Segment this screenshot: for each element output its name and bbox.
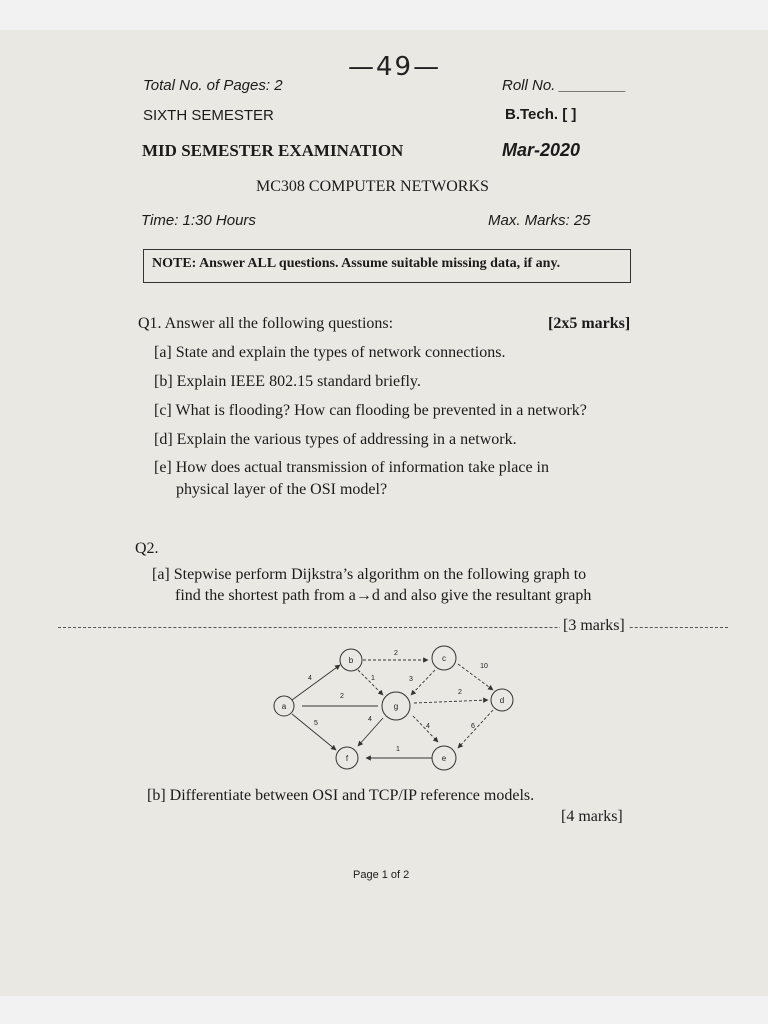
edge-a-b: [292, 665, 340, 700]
q1-part-e-cont: physical layer of the OSI model?: [176, 481, 388, 498]
weight-a-b: 4: [308, 675, 312, 682]
q2-b-marks: [4 marks]: [561, 808, 623, 825]
edge-b-g: [358, 670, 383, 695]
edge-g-d: [414, 700, 488, 703]
note-text: NOTE: Answer ALL questions. Assume suitable missing data, if any.: [152, 256, 561, 271]
weight-g-d: 2: [458, 689, 462, 696]
q1-part-c: [c] What is flooding? How can flooding be prevented in a network?: [154, 402, 587, 419]
q1-part-b: [b] Explain IEEE 802.15 standard briefly.: [154, 373, 421, 390]
edge-d-e: [458, 710, 493, 748]
q2-a-line2: find the shortest path from a→d and also give the resultant graph: [175, 587, 592, 604]
semester: SIXTH SEMESTER: [143, 107, 274, 124]
weight-b-c: 2: [394, 650, 398, 657]
roll-no: Roll No. ________: [502, 77, 627, 94]
dijkstra-graph: [268, 640, 518, 780]
node-g-label: g: [393, 702, 399, 711]
page-footer: Page 1 of 2: [353, 869, 410, 881]
weight-a-g: 2: [340, 693, 344, 700]
exam-date: Mar-2020: [502, 140, 581, 160]
weight-g-f: 4: [368, 716, 372, 723]
q1-part-d: [d] Explain the various types of addressing in a network.: [154, 431, 517, 448]
exam-title: MID SEMESTER EXAMINATION: [142, 141, 404, 160]
q2-a-marks: [3 marks]: [560, 617, 628, 635]
q2-b-text: [b] Differentiate between OSI and TCP/IP reference models.: [147, 787, 535, 804]
weight-c-d: 10: [480, 663, 488, 670]
weight-d-e: 6: [471, 723, 475, 730]
edge-c-g: [411, 670, 435, 695]
course-title: MC308 COMPUTER NETWORKS: [256, 178, 489, 195]
q1-part-a: [a] State and explain the types of network connections.: [154, 344, 506, 361]
program: B.Tech. [ ]: [505, 106, 577, 123]
node-d-label: d: [499, 696, 505, 705]
max-marks: Max. Marks: 25: [488, 212, 591, 229]
node-f-label: f: [345, 754, 349, 763]
handwritten-number: —49—: [348, 52, 442, 82]
q2-title: Q2.: [135, 540, 159, 557]
q1-marks: [2x5 marks]: [548, 315, 631, 332]
weight-c-g: 3: [409, 676, 413, 683]
weight-a-f: 5: [314, 720, 318, 727]
q1-title: Q1. Answer all the following questions:: [138, 315, 394, 332]
q1-part-e: [e] How does actual transmission of information take place in: [154, 459, 549, 476]
weight-e-f: 1: [396, 746, 400, 753]
exam-page: [0, 30, 768, 996]
q2-a-line1: [a] Stepwise perform Dijkstra’s algorithm on the following graph to: [152, 566, 587, 583]
weight-g-e: 4: [426, 723, 430, 730]
node-b-label: b: [348, 656, 354, 665]
total-pages: Total No. of Pages: 2: [143, 77, 283, 94]
node-a-label: a: [281, 702, 287, 711]
weight-b-g: 1: [371, 675, 375, 682]
node-e-label: e: [441, 754, 447, 763]
time: Time: 1:30 Hours: [141, 212, 256, 229]
node-c-label: c: [442, 654, 446, 663]
